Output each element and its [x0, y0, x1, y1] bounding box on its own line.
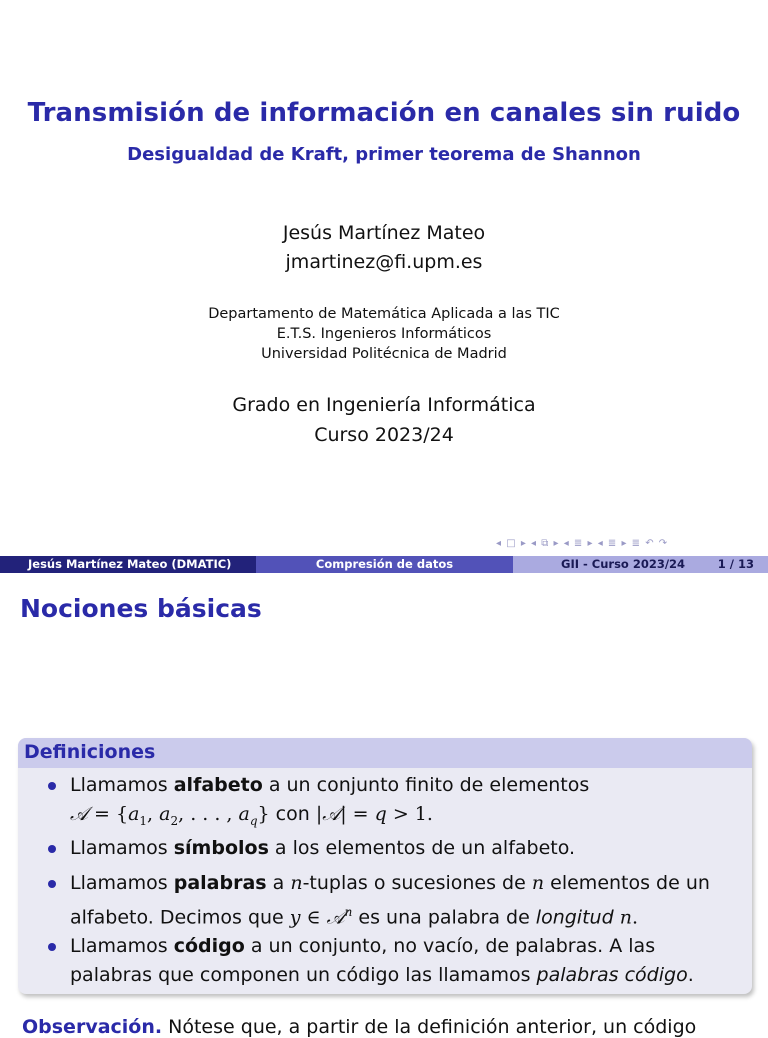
footer-author: Jesús Martínez Mateo (DMATIC) [0, 556, 256, 573]
presentation-title: Transmisión de información en canales sin ruido [27, 98, 741, 128]
list-item: Llamamos alfabeto a un conjunto finito de elementos 𝒜 = {$a_1$, $a_2$, . . . , $a_q$} con |𝒜| = q > 1. [70, 774, 590, 828]
definitions-block [18, 738, 752, 994]
block-title: Definiciones [24, 741, 156, 763]
footer-course: GII - Curso 2023/24 [561, 557, 686, 571]
footer-bar [0, 556, 768, 573]
bullet-icon [48, 880, 56, 888]
footer-page-number: 1 / 13 [717, 557, 754, 571]
bullet-icon [48, 782, 56, 790]
observation-label: Observación. [22, 1016, 163, 1038]
block-header [18, 738, 752, 768]
content-slide [0, 576, 768, 1038]
institution-line: Universidad Politécnica de Madrid [261, 346, 507, 362]
institution-line: E.T.S. Ingenieros Informáticos [276, 326, 492, 342]
footer-topic: Compresión de datos [256, 556, 513, 573]
bullet-icon [48, 943, 56, 951]
bullet-icon [48, 845, 56, 853]
observation-text: Observación. Nótese que, a partir de la definición anterior, un código [22, 1016, 697, 1038]
list-item: Llamamos código a un conjunto, no vacío, de palabras. A las palabras que componen un código las llamamos palabras código. [70, 935, 694, 986]
author-email: jmartinez@fi.upm.es [285, 251, 483, 273]
list-item: Llamamos símbolos a los elementos de un alfabeto. [70, 837, 576, 859]
slide-title: Nociones básicas [20, 594, 262, 623]
course-year: Curso 2023/24 [314, 424, 454, 446]
footer-course-page [513, 556, 768, 573]
presentation-subtitle: Desigualdad de Kraft, primer teorema de Shannon [127, 144, 641, 165]
institution-line: Departamento de Matemática Aplicada a las TIC [208, 306, 560, 322]
beamer-navigation-icons[interactable]: ◂ □ ▸ ◂ ⧉ ▸ ◂ ≣ ▸ ◂ ≣ ▸ ≣ ↶ ↷ [496, 538, 669, 549]
degree-name: Grado en Ingeniería Informática [232, 394, 536, 416]
list-item: Llamamos palabras a n-tuplas o sucesiones de n elementos de un alfabeto. Decimos que y ∈ 𝒜$^n$ es una palabra de longitud n. [70, 872, 710, 929]
author-name: Jesús Martínez Mateo [282, 222, 486, 244]
